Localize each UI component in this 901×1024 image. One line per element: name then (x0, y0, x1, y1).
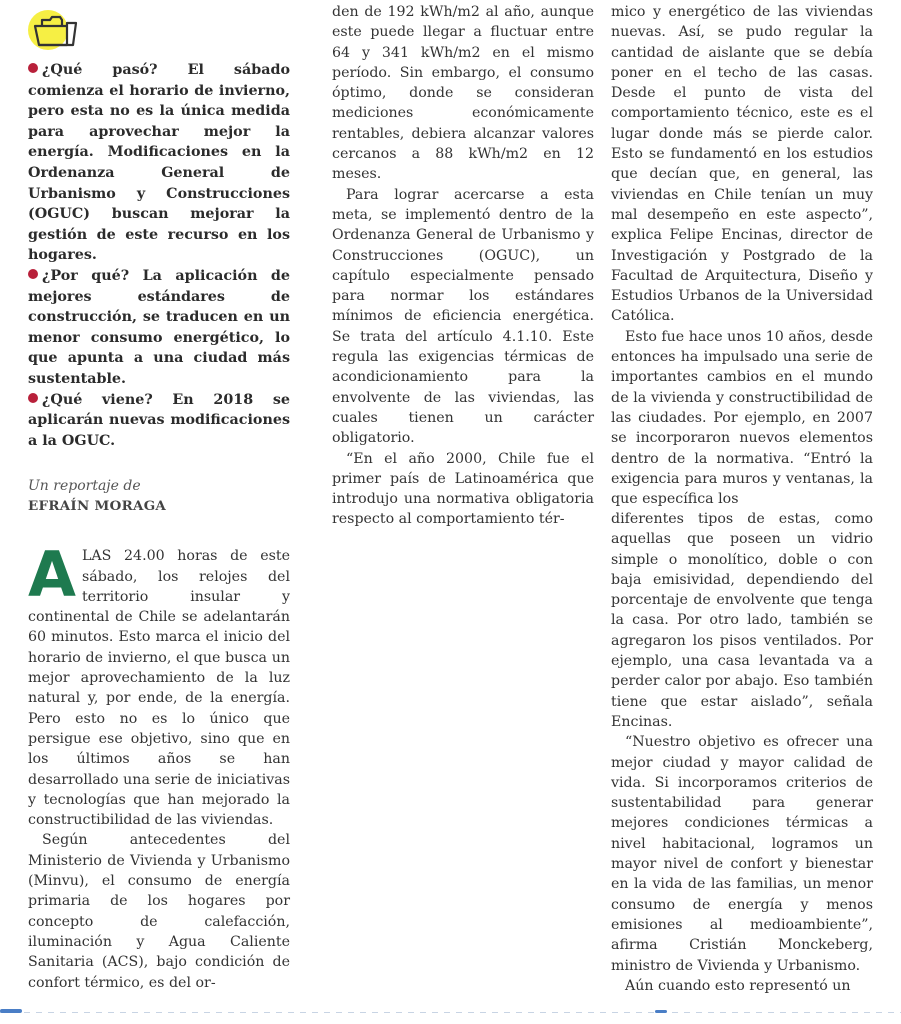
bullet-text: El sábado comienza el horario de invierno, pero esta no es la única medida para aprovechar mejor la energía. Modificaciones en la Ordenanza General de Urbanismo y Construcciones (OGUC) buscan mejorar la gestión de este recurso en los hogares. (28, 62, 291, 264)
folder-icon (32, 14, 78, 48)
paragraph: Esto fue hace unos 10 años, desde entonces ha impulsado una serie de importantes cambios en el mundo de la vivienda y constructibilidad de las ciudades. Por ejemplo, en 2007 se incorporaron nuevos elementos dentro de la normativa. “Entró la exigencia para muros y ventanas, la que específica los (611, 328, 873, 508)
page-bottom-rule (0, 1012, 901, 1013)
bullet-que-viene (28, 390, 290, 452)
bullet-text: En 2018 se aplicarán nuevas modificaciones a la OGUC. (28, 391, 290, 449)
paragraph: mico y energético de las viviendas nuevas. Así, se pudo regular la cantidad de aislante que se debía poner en el techo de las casas. Desde el punto de vista del comportamiento técnico, este es el lugar donde más se pierde calor. Esto se fundamentó en los estudios que decían que, en general, las viviendas en Chile tenían un muy mal desempeño en este aspecto”, explica Felipe Encinas, director de Investigación y Postgrado de la Facultad de Arquitectura, Diseño y Estudios Urbanos de la Universidad Católica. (611, 4, 873, 325)
paragraph: Para lograr acercarse a esta meta, se implementó dentro de la Ordenanza General de Urbanismo y Construcciones (OGUC), un capítulo especialmente pensado para normar los estándares mínimos de eficiencia energética. Se trata del artículo 4.1.10. Este regula las exigencias térmicas de acondicionamiento para la envolvente de las viviendas, las cuales tienen un carácter obligatorio. (332, 186, 594, 447)
bullet-por-que (28, 266, 290, 390)
paragraph: diferentes tipos de estas, como aquellas que poseen un vidrio simple o monolítico, doble o con baja emisividad, dependiendo del porcentaje de envolvente que tenga la casa. Por otro lado, también se agregaron los pisos ventilados. Por ejemplo, una casa levantada va a perder calor por abajo. Eso también tiene que estar aislado”, señala Encinas. (611, 511, 873, 730)
bullet-dot-icon (28, 393, 38, 403)
byline (28, 476, 290, 516)
article-body-col1 (28, 538, 290, 993)
article-body-col3-continued (611, 509, 873, 996)
bullet-label: ¿Qué viene? (42, 391, 153, 408)
bullet-que-paso (28, 60, 290, 266)
section-icon (28, 8, 88, 56)
bullet-label: ¿Por qué? (42, 267, 130, 284)
bullet-dot-icon (28, 269, 38, 279)
scan-artifact (655, 1010, 667, 1013)
byline-prefix: Un reportaje de (28, 478, 141, 495)
paragraph (28, 538, 290, 830)
sidebar-column (28, 8, 290, 993)
paragraph: den de 192 kWh/m2 al año, aunque este puede llegar a fluctuar entre 64 y 341 kWh/m2 en el mismo período. Sin embargo, el consumo óptimo, donde se consideran mediciones económicamente rentables, debiera alcanzar valores cercanos a 88 kWh/m2 en 12 meses. (332, 4, 594, 183)
article-body-col2 (332, 2, 594, 530)
bullet-label: ¿Qué pasó? (42, 62, 158, 78)
paragraph: “En el año 2000, Chile fue el primer país de Latinoamérica que introdujo una normativa obligatoria respecto al comportamiento tér- (332, 450, 594, 528)
paragraph: Aún cuando esto representó un (625, 977, 851, 994)
scan-artifact (0, 1009, 22, 1013)
article-body-col3 (611, 2, 873, 509)
byline-author: EFRAÍN MORAGA (28, 498, 167, 515)
paragraph: “Nuestro objetivo es ofrecer una mejor ciudad y mayor calidad de vida. Si incorporamos criterios de sustentabilidad para generar mejores condiciones térmicas a nivel habitacional, logramos un mayor nivel de confort y bienestar en la vida de las familias, un menor consumo de energía y menos emisiones al medioambiente”, afirma Cristián Monckeberg, ministro de Vivienda y Urbanismo. (611, 734, 873, 974)
paragraph-text: LAS 24.00 horas de este sábado, los relojes del territorio insular y continental de Chile se adelantarán 60 minutos. Esto marca el inicio del horario de invierno, el que busca un mejor aprovechamiento de la luz natural y, por ende, de la energía. Pero esto no es lo único que persigue ese objetivo, sino que en los últimos años se han desarrollado una serie de iniciativas y tecnologías que han mejorado la constructibilidad de las viviendas. (28, 548, 290, 829)
drop-cap: A (28, 538, 76, 612)
bullet-text: La aplicación de mejores estándares de construcción, se traducen en un menor consumo energético, lo que apunta a una ciudad más sustentable. (28, 267, 291, 387)
paragraph: Según antecedentes del Ministerio de Vivienda y Urbanismo (Minvu), el consumo de energía primaria de los hogares por concepto de calefacción, iluminación y Agua Caliente Sanitaria (ACS), bajo condición de confort térmico, es del or- (28, 832, 290, 991)
bullet-dot-icon (28, 63, 38, 73)
